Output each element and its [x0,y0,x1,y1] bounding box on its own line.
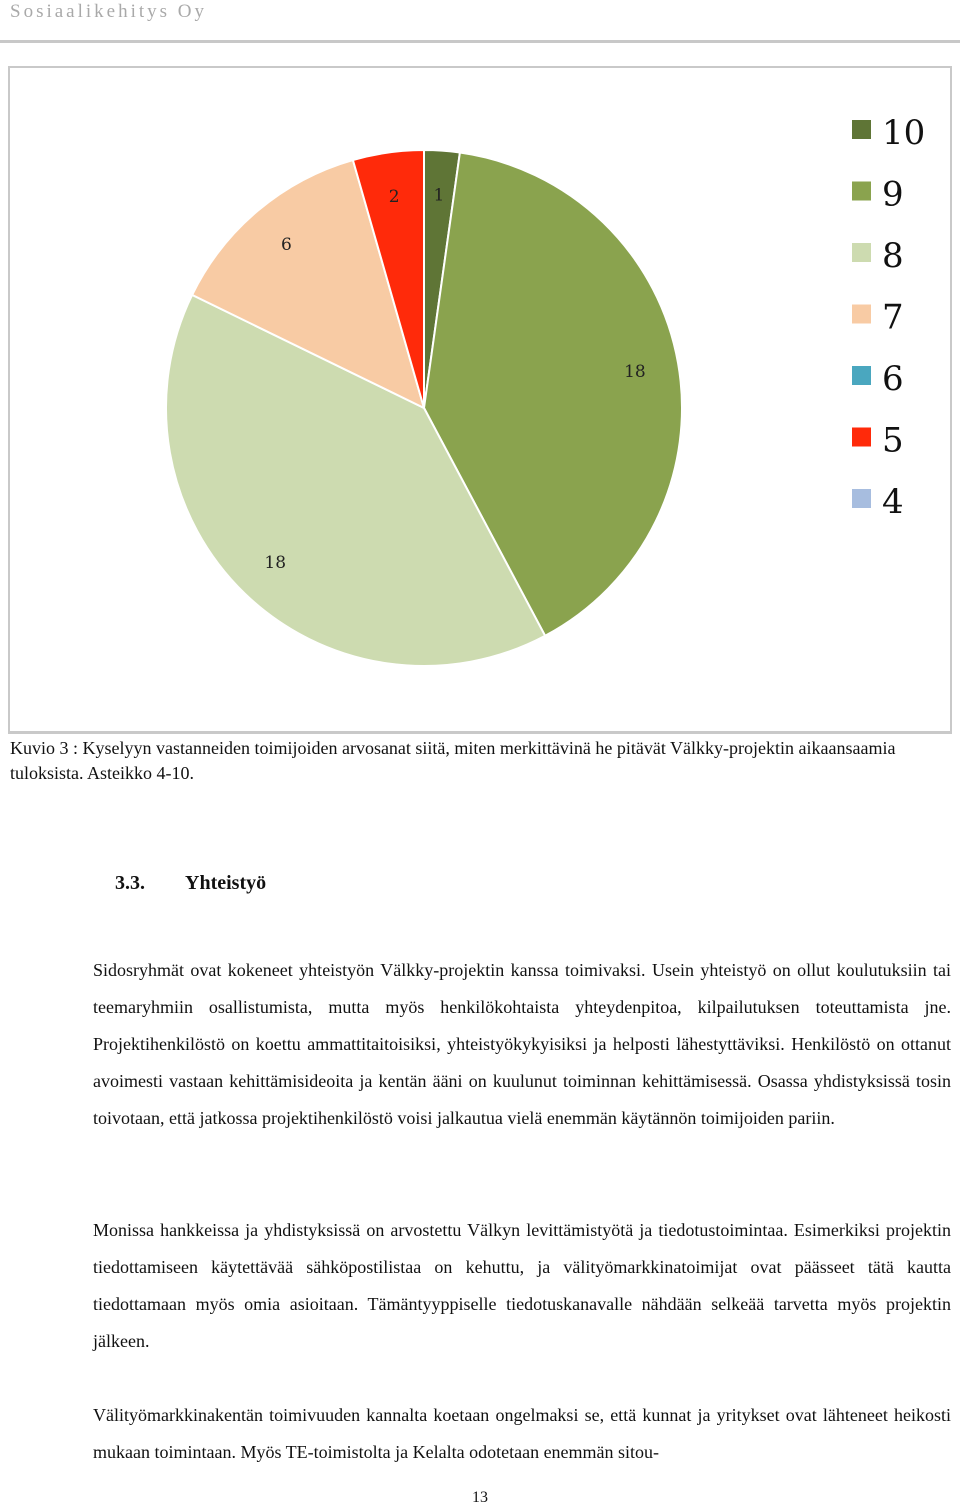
body-paragraph-3: Välityömarkkinakentän toimivuuden kannalta koetaan ongelmaksi se, että kunnat ja yritykset ovat lähteneet heikosti mukaan toimintaan. Myös TE-toimistolta ja Kelalta odotetaan enemmän sitou- [93,1405,951,1462]
legend-label-10: 10 [882,113,926,153]
running-header: Sosiaalikehitys Oy [10,1,208,22]
data-label-5: 2 [388,186,400,207]
legend-label-9: 9 [882,174,904,215]
section-number: 3.3. [115,872,145,894]
pie-slices [166,150,682,666]
legend-label-7: 7 [882,297,904,338]
legend-label-5: 5 [882,420,904,461]
section-title: Yhteistyö [185,872,267,894]
header-rule [0,40,960,43]
data-label-10: 1 [433,185,445,206]
chart-legend [852,113,925,522]
legend-swatch-7 [852,305,871,324]
data-label-7: 6 [280,235,292,255]
figure-caption: Kuvio 3 : Kyselyyn vastanneiden toimijoiden arvosanat siitä, miten merkittävinä he pitävät Välkky-projektin aikaansaamia tuloksista. Asteikko 4-10. [10,738,896,783]
legend-swatch-4 [852,489,871,508]
legend-label-6: 6 [882,359,904,399]
legend-label-4: 4 [882,482,904,522]
legend-swatch-9 [852,182,871,201]
body-paragraph-1: Sidosryhmät ovat kokeneet yhteistyön Välkky-projektin kanssa toimivaksi. Usein yhteistyö on ollut koulutuksiin tai teemaryhmiin osallistumista, mutta myös henkilökohtaista yhteydenpitoa, kilpailutuksen toteuttamista jne. Projektihenkilöstö on koettu ammattitaitoisiksi, yhteistyökykyisiksi ja helposti lähestyttäviksi. Henkilöstö on ottanut avoimesti vastaan kehittämisideoita ja kentän ääni on kuulunut toiminnan kehittämisessä. Osassa yhdistyksissä tosin toivotaan, että jatkossa projektihenkilöstö voisi jalkautua vielä enemmän käytännön toimijoiden pariin. [93,960,951,1128]
data-label-8: 18 [264,553,287,573]
legend-swatch-6 [852,366,871,385]
legend-swatch-10 [852,120,871,139]
legend-swatch-5 [852,428,871,447]
section-heading [115,872,266,895]
chart-frame [8,66,952,734]
data-label-9: 18 [624,361,646,382]
page-number: 13 [472,1489,488,1506]
pie-chart [10,68,950,731]
legend-label-8: 8 [882,236,904,276]
body-paragraph-2: Monissa hankkeissa ja yhdistyksissä on arvostettu Välkyn levittämistyötä ja tiedotustoimintaa. Esimerkiksi projektin tiedottamiseen käytettävää sähköpostilistaa on kehuttu, ja välityömarkkinatoimijat ovat päässeet tätä kautta tiedottamaan myös omia asioitaan. Tämäntyyppiselle tiedotuskanavalle nähdään selkeää tarvetta myös projektin jälkeen. [93,1220,951,1351]
legend-swatch-8 [852,243,871,262]
